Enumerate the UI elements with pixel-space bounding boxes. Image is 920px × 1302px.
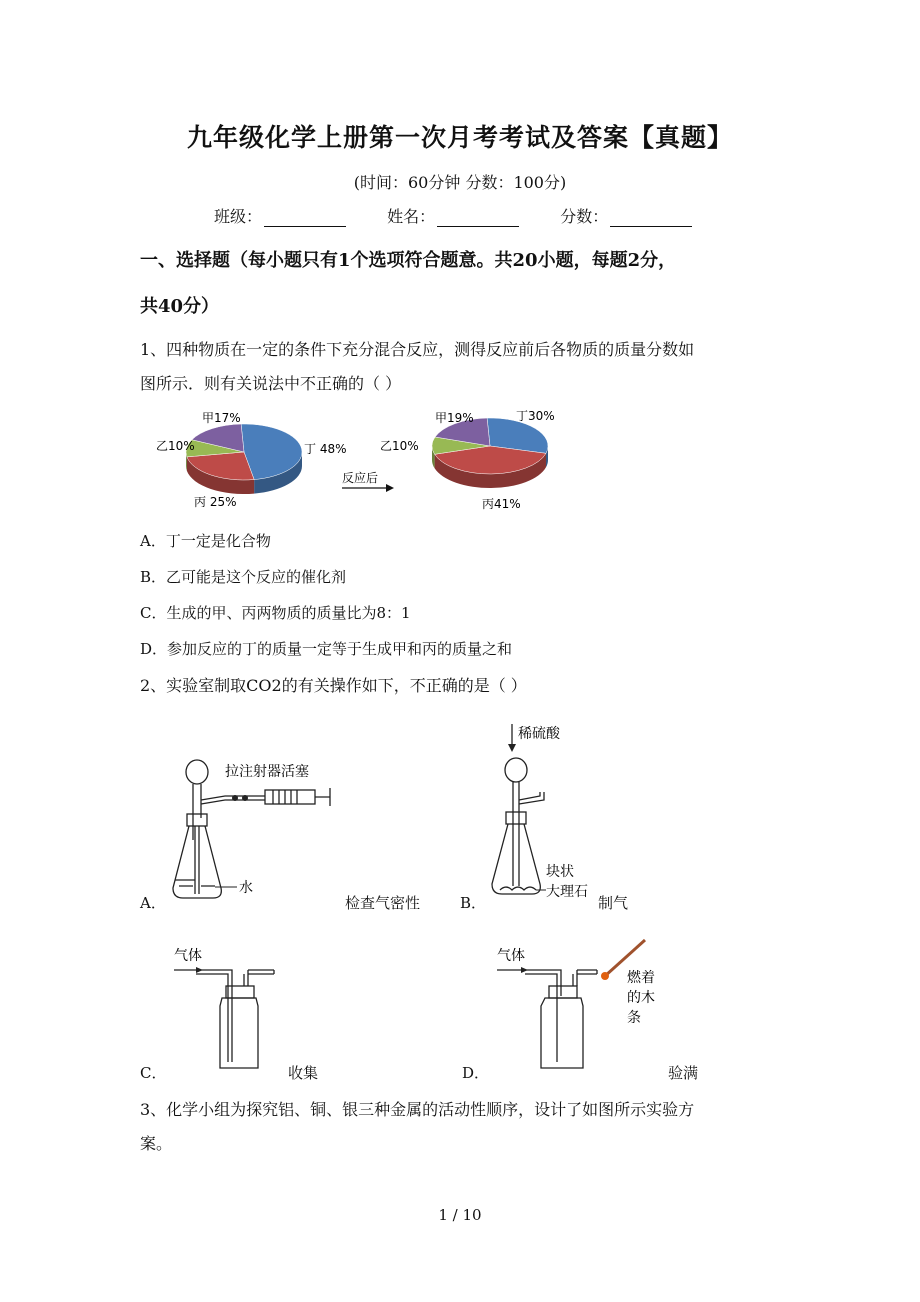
- pie1-label-bing: 丙 25%: [194, 495, 237, 509]
- acid-label: 稀硫酸: [518, 726, 560, 742]
- class-label: 班级：: [214, 207, 263, 226]
- marble-label-2: 大理石: [546, 884, 588, 900]
- apparatus-d-diagram: [493, 936, 668, 1076]
- apparatus-c-diagram: [170, 940, 285, 1075]
- q1-option-b: B．乙可能是这个反应的催化剂: [140, 568, 347, 586]
- q1-text-line2: 图所示．则有关说法中不正确的（ ）: [140, 374, 402, 393]
- pie2-label-jia: 甲19%: [435, 411, 474, 425]
- flame-icon: [601, 972, 609, 980]
- name-blank: [437, 210, 519, 227]
- q2-a-caption: 检查气密性: [345, 894, 421, 912]
- gas-label-c: 气体: [174, 948, 202, 964]
- stick-label-1: 燃着: [627, 970, 655, 986]
- page-title: 九年级化学上册第一次月考考试及答案【真题】: [186, 123, 733, 152]
- q2-b-caption: 制气: [598, 894, 629, 912]
- name-label: 姓名：: [387, 207, 436, 226]
- q2-d-letter: D．: [462, 1064, 490, 1082]
- exam-info: (时间：60分钟 分数：100分): [353, 173, 567, 192]
- q2-d-caption: 验满: [668, 1064, 699, 1082]
- q2-c-letter: C．: [140, 1064, 167, 1082]
- q2-a-letter: A．: [140, 894, 166, 912]
- pie1-label-jia: 甲17%: [202, 411, 241, 425]
- q2-text: 2、实验室制取CO2的有关操作如下，不正确的是（ ）: [140, 676, 527, 695]
- section-heading-line1: 一、选择题（每小题只有1个选项符合题意。共20小题，每题2分，: [140, 250, 677, 271]
- gas-label-d: 气体: [497, 948, 525, 964]
- pie1-label-yi: 乙10%: [156, 439, 195, 453]
- q1-option-a: A．丁一定是化合物: [140, 532, 271, 550]
- pie-before: [186, 424, 302, 494]
- q1-pie-figure: [130, 400, 570, 518]
- q2-b-letter: B．: [460, 894, 487, 912]
- q2-c-caption: 收集: [288, 1064, 319, 1082]
- pie-after: [432, 418, 548, 488]
- page-number: 1 / 10: [438, 1206, 482, 1224]
- q1-option-d: D．参加反应的丁的质量一定等于生成甲和丙的质量之和: [140, 640, 513, 658]
- section-heading-line2: 共40分）: [140, 296, 220, 317]
- class-blank: [264, 210, 346, 227]
- q1-text-line1: 1、四种物质在一定的条件下充分混合反应，测得反应前后各物质的质量分数如: [140, 340, 695, 359]
- apparatus-a-diagram: [165, 748, 345, 908]
- score-blank: [610, 210, 692, 227]
- q3-text-line2: 案。: [140, 1134, 173, 1153]
- pie1-label-ding: 丁 48%: [304, 442, 347, 456]
- syringe-label: 拉注射器活塞: [225, 764, 309, 780]
- stick-label-3: 条: [627, 1010, 641, 1026]
- q1-option-c: C．生成的甲、丙两物质的质量比为8：1: [140, 604, 411, 622]
- water-label: 水: [239, 880, 253, 896]
- student-fields: [214, 204, 728, 227]
- pie2-label-bing: 丙41%: [482, 497, 521, 511]
- marble-label-1: 块状: [546, 864, 574, 880]
- score-label: 分数：: [560, 207, 609, 226]
- pie2-label-yi: 乙10%: [380, 439, 419, 453]
- pie2-label-ding: 丁30%: [516, 409, 555, 423]
- arrow-label: 反应后: [342, 471, 379, 485]
- reaction-arrowhead: [386, 484, 394, 492]
- q3-text-line1: 3、化学小组为探究铝、铜、银三种金属的活动性顺序，设计了如图所示实验方: [140, 1100, 695, 1119]
- apparatus-b-diagram: [486, 718, 596, 908]
- stick-label-2: 的木: [627, 990, 655, 1006]
